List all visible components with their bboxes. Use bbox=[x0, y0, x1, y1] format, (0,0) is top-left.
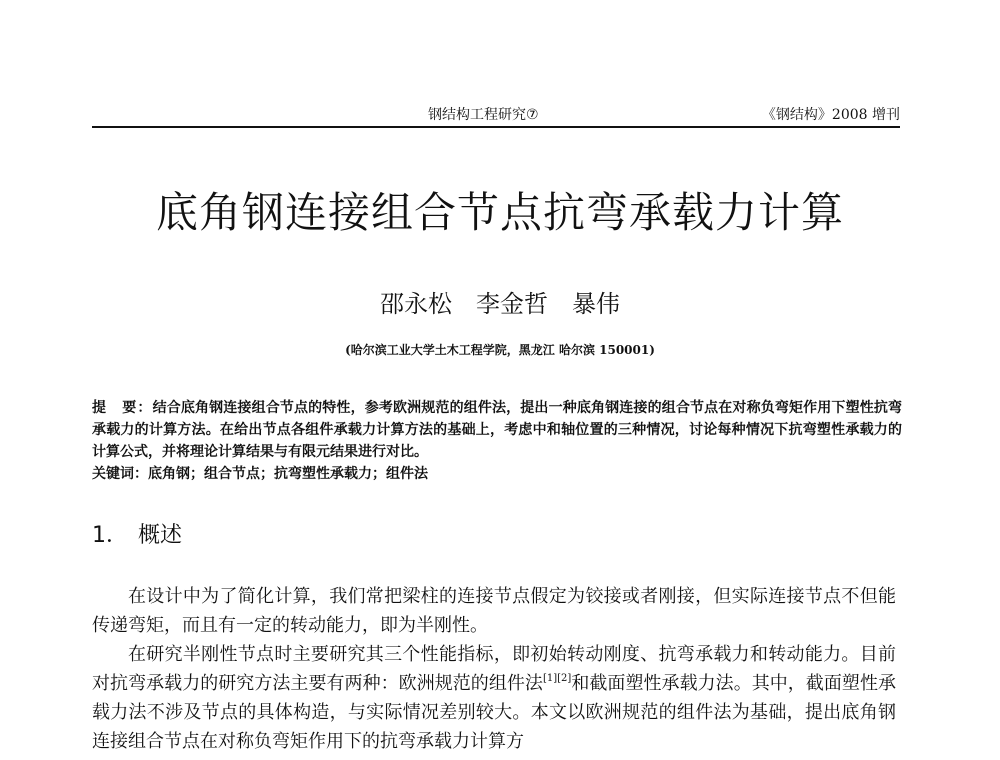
paragraph: 在设计中为了简化计算，我们常把梁柱的连接节点假定为铰接或者刚接，但实际连接节点不但能传递弯矩，而且有一定的转动能力，即为半刚性。 bbox=[92, 586, 896, 636]
section-number: 1． bbox=[92, 523, 128, 548]
header-rule bbox=[92, 126, 900, 128]
keywords-label: 关键词： bbox=[92, 466, 148, 482]
keywords bbox=[92, 463, 902, 485]
keywords-text: 底角钢；组合节点；抗弯塑性承载力；组件法 bbox=[148, 466, 428, 482]
section-heading bbox=[92, 518, 182, 549]
series-title: 钢结构工程研究⑦ bbox=[428, 107, 539, 123]
affiliation: (哈尔滨工业大学土木工程学院，黑龙江 哈尔滨 150001) bbox=[345, 343, 655, 357]
authors: 邵永松 李金哲 暴伟 bbox=[380, 290, 620, 318]
abstract bbox=[92, 397, 902, 463]
abstract-text: 结合底角钢连接组合节点的特性，参考欧洲规范的组件法，提出一种底角钢连接的组合节点在对称负弯矩作用下塑性抗弯承载力的计算方法。在给出节点各组件承载力计算方法的基础上，考虑中和轴位置的三种情况，讨论每种情况下抗弯塑性承载力的计算公式，并将理论计算结果与有限元结果进行对比。 bbox=[92, 400, 903, 460]
paragraph-text: 和截面塑性承载力法。其中，截面塑性承载力法不涉及节点的具体构造，与实际情况差别较大。本文以欧洲规范的组件法为基础，提出底角钢连接组合节点在对称负弯矩作用下的抗弯承载力计算方 bbox=[92, 673, 897, 752]
paragraph bbox=[92, 640, 896, 756]
section-title: 概述 bbox=[138, 523, 183, 548]
paragraph-text: 在研究半刚性节点时主要研究其三个性能指标，即初始转动刚度、抗弯承载力和转动能力。目前对抗弯承载力的研究方法主要有两种：欧洲规范的组件法 bbox=[92, 644, 896, 694]
abstract-label: 提 要： bbox=[92, 400, 153, 416]
body-text bbox=[92, 582, 896, 756]
journal-issue: 《钢结构》2008 增刊 bbox=[761, 107, 900, 123]
running-header bbox=[92, 102, 900, 126]
paper-title: 底角钢连接组合节点抗弯承载力计算 bbox=[155, 188, 844, 237]
citation-ref: [1][2] bbox=[542, 673, 572, 684]
